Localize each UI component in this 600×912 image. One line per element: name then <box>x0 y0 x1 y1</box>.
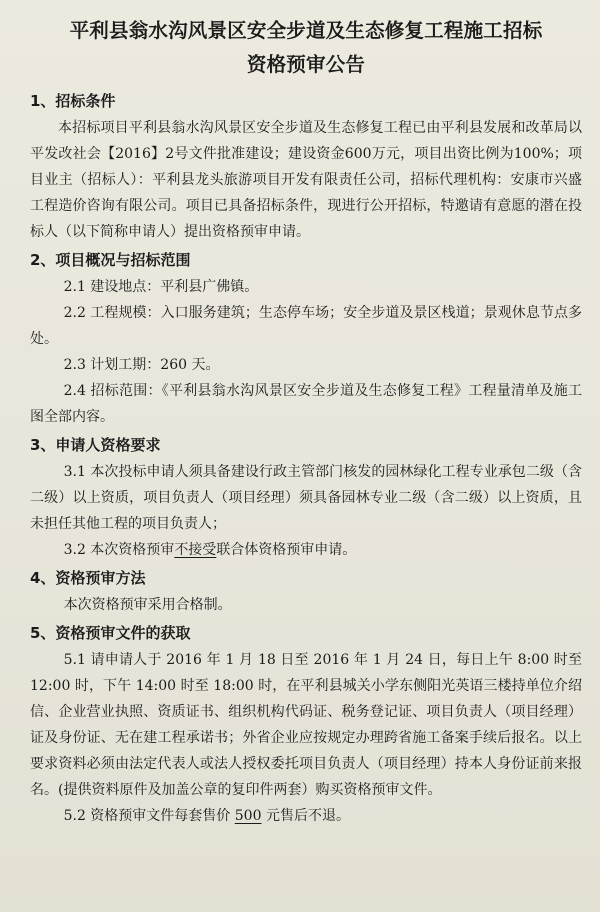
section-heading: 3、申请人资格要求 <box>30 436 161 454</box>
consortium-not-accepted: 不接受 <box>174 542 217 558</box>
document-title-line2: 资格预审公告 <box>246 53 366 76</box>
section-bidding-conditions <box>30 88 582 245</box>
price-prefix: 5.2 资格预审文件每套售价 <box>63 808 235 824</box>
paragraph-scope: 2.4 招标范围：《平利县翁水沟风景区安全步道及生态修复工程》工程量清单及施工图全部内容。 <box>30 383 582 425</box>
paragraph-acquisition: 5.1 请申请人于 2016 年 1 月 18 日至 2016 年 1 月 24 日，每日上午 8:00 时至 12:00 时，下午 14:00 时至 18:00 时，在平利县城关小学东侧阳光英语三楼持单位介绍信、企业营业执照、资质证书、组织机构代码证、税务登记证、项目负责人（项目经理）证及身份证、无在建工程承诺书；外省企业应按规定办理跨省施工备案手续后报名。以上要求资料必须由法定代表人或法人授权委托项目负责人（项目经理）持本人身份证前来报名。(提供资料原件及加盖公章的复印件两套）购买资格预审文件。 <box>30 652 582 798</box>
paragraph-location: 2.1 建设地点：平利县广佛镇。 <box>63 279 259 295</box>
section-heading: 1、招标条件 <box>30 92 116 110</box>
paragraph-qualification: 3.1 本次投标申请人须具备建设行政主管部门核发的园林绿化工程专业承包二级（含二级）以上资质，项目负责人（项目经理）须具备园林专业二级（含二级）以上资质，且未担任其他工程的项目负责人； <box>30 464 582 532</box>
consortium-suffix: 联合体资格预审申请。 <box>216 542 357 558</box>
paragraph-duration: 2.3 计划工期：260 天。 <box>63 357 220 373</box>
section-document-acquisition <box>30 620 582 829</box>
price-amount: 500 <box>234 808 262 824</box>
price-suffix: 元售后不退。 <box>261 808 350 824</box>
paragraph-method: 本次资格预审采用合格制。 <box>63 597 232 613</box>
section-prequalification-method <box>30 565 582 618</box>
section-heading: 5、资格预审文件的获取 <box>30 624 191 642</box>
consortium-prefix: 3.2 本次资格预审 <box>63 542 175 558</box>
paragraph-price <box>30 803 582 829</box>
section-applicant-requirements <box>30 432 582 563</box>
section-heading: 2、项目概况与招标范围 <box>30 251 191 269</box>
section-heading: 4、资格预审方法 <box>30 569 146 587</box>
paragraph-scale: 2.2 工程规模：入口服务建筑；生态停车场；安全步道及景区栈道；景观休息节点多处。 <box>30 305 582 347</box>
paragraph: 本招标项目平利县翁水沟风景区安全步道及生态修复工程已由平利县发展和改革局以平发改社会【2016】2号文件批准建设；建设资金600万元，项目出资比例为100%；项目业主（招标人）：平利县龙头旅游项目开发有限责任公司，招标代理机构：安康市兴盛工程造价咨询有限公司。项目已具备招标条件，现进行公开招标，特邀请有意愿的潜在投标人（以下简称申请人）提出资格预审申请。 <box>30 120 582 240</box>
document-title-line1: 平利县翁水沟风景区安全步道及生态修复工程施工招标 <box>69 19 543 42</box>
paragraph-consortium <box>30 537 582 563</box>
section-project-overview <box>30 247 582 430</box>
